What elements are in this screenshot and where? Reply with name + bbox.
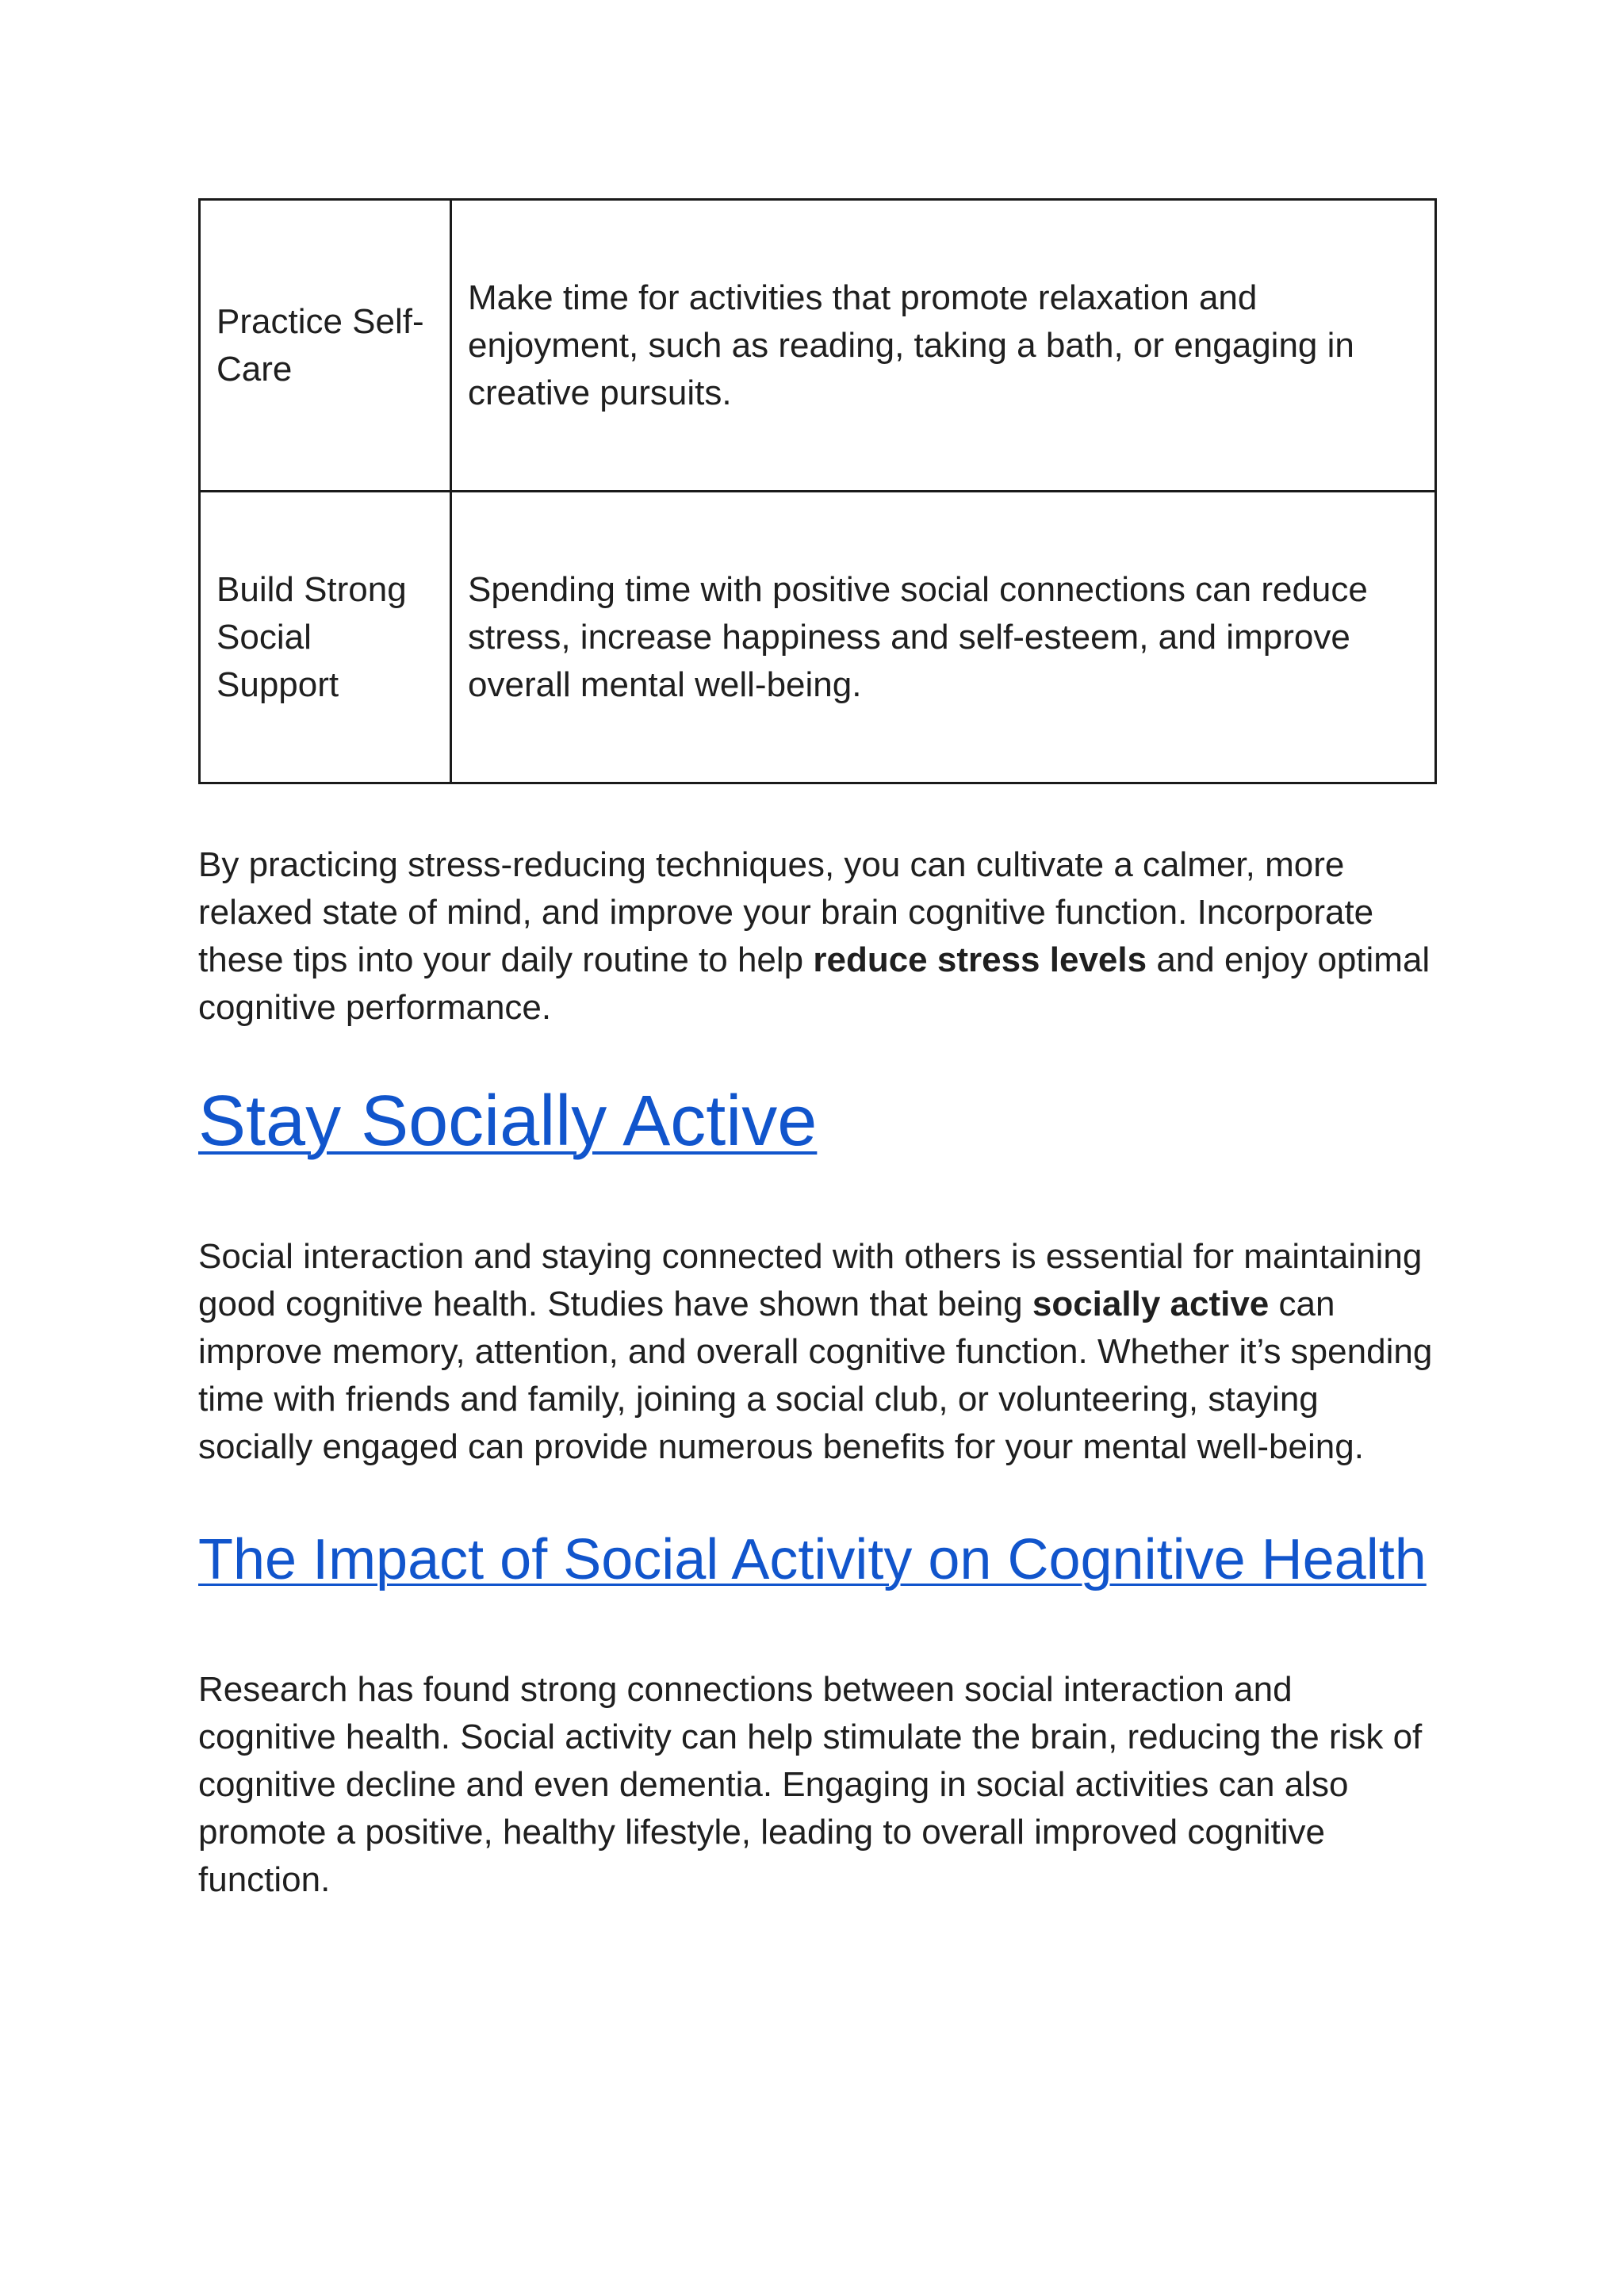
section1-paragraph — [198, 1233, 1437, 1471]
section2-paragraph: Research has found strong connections between social interaction and cognitive health. Social activity can help stimulate the brain, reducing the risk of cognitive decline and even dementia. Engaging in social activities can also promote a positive, healthy lifestyle, leading to overall improved cognitive function. — [198, 1670, 1423, 1899]
tip-description: Make time for activities that promote relaxation and enjoyment, such as reading, taking a bath, or engaging in creative pursuits. — [468, 278, 1354, 412]
tip-description-cell — [451, 492, 1436, 783]
intro-paragraph — [198, 841, 1437, 1032]
heading-impact-of-social-activity[interactable]: The Impact of Social Activity on Cognitive Health — [198, 1528, 1427, 1591]
tip-description-cell — [451, 200, 1436, 492]
section1-text: Social interaction and staying connected with others is essential for maintaining good cognitive health. Studies have shown that being — [198, 1237, 1423, 1323]
section1-text-end: can improve memory, attention, and overall cognitive function. Whether it’s spending time with friends and family, joining a social club, or volunteering, staying socially engaged can provide numerous benefits for your mental well-being. — [198, 1285, 1433, 1466]
tip-label: Build Strong Social Support — [216, 569, 407, 704]
tip-label: Practice Self-Care — [216, 301, 424, 389]
tips-table — [198, 198, 1437, 784]
table-row — [200, 492, 1436, 783]
table-row — [200, 200, 1436, 492]
intro-text: By practicing stress-reducing techniques, you can cultivate a calmer, more relaxed state of mind, and improve your brain cognitive function. Incorporate these tips into your daily routine to help — [198, 845, 1374, 979]
document-page — [198, 198, 1437, 1904]
tip-label-cell — [200, 200, 451, 492]
tip-label-cell — [200, 492, 451, 783]
intro-text-end: and enjoy optimal cognitive performance. — [198, 940, 1431, 1027]
heading-stay-socially-active[interactable]: Stay Socially Active — [198, 1082, 818, 1161]
tip-description: Spending time with positive social connections can reduce stress, increase happiness and self-esteem, and improve overall mental well-being. — [468, 569, 1368, 704]
intro-bold-text: reduce stress levels — [813, 940, 1147, 979]
section1-bold-text: socially active — [1032, 1285, 1270, 1323]
